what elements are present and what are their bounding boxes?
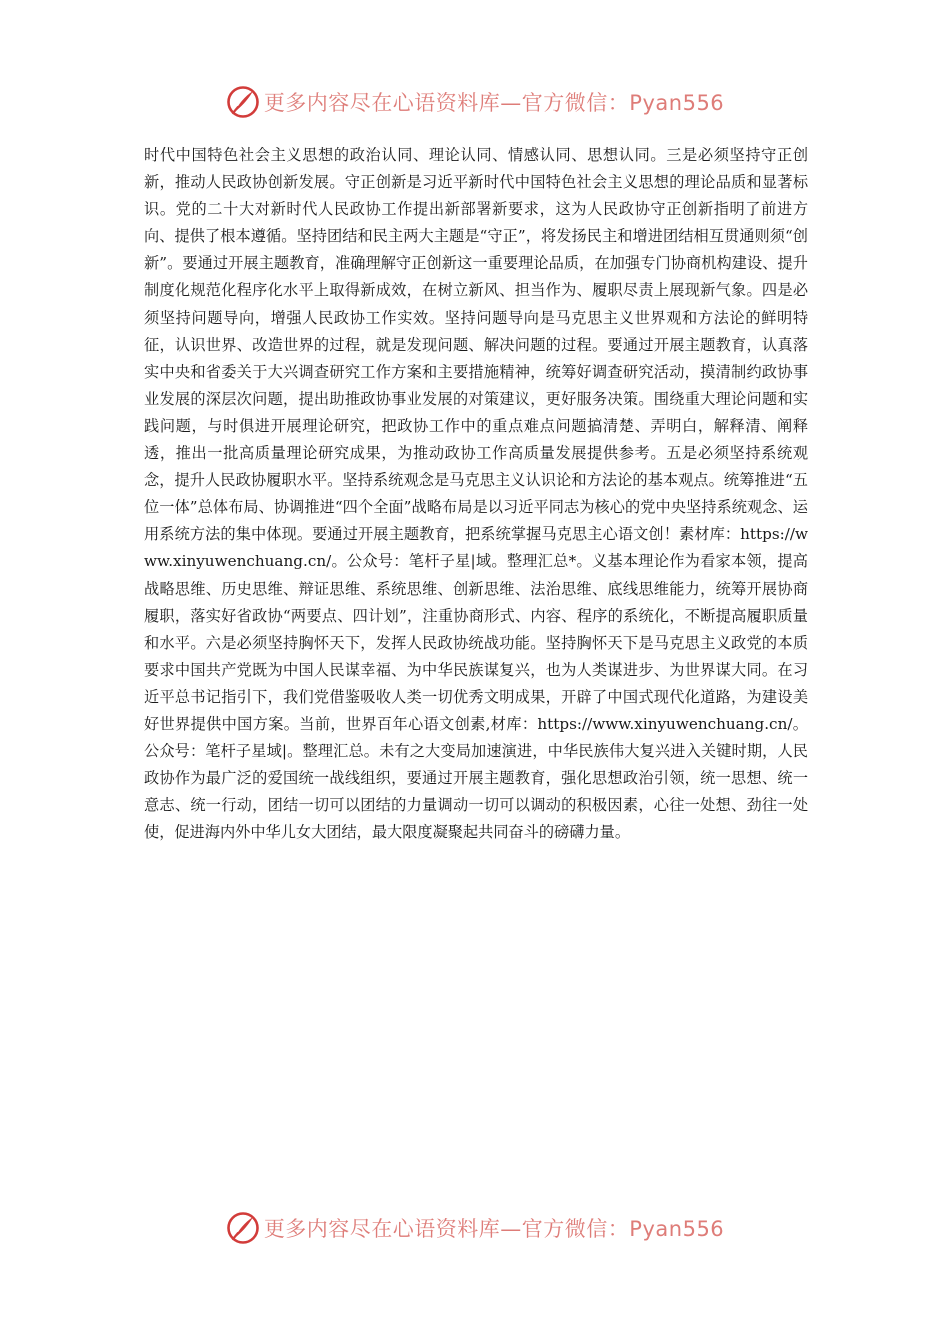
quill-pen-logo-icon bbox=[226, 85, 260, 119]
quill-pen-logo-icon bbox=[226, 1211, 260, 1245]
footer-banner bbox=[0, 1206, 950, 1250]
footer-banner-text: 更多内容尽在心语资料库—官方微信：Pyan556 bbox=[263, 1217, 725, 1241]
header-banner bbox=[0, 80, 950, 124]
header-banner-text: 更多内容尽在心语资料库—官方微信：Pyan556 bbox=[263, 91, 725, 115]
article-body: 时代中国特色社会主义思想的政治认同、理论认同、情感认同、思想认同。三是必须坚持守正创新，推动人民政协创新发展。守正创新是习近平新时代中国特色社会主义思想的理论品质和显著标识。党的二十大对新时代人民政协工作提出新部署新要求，这为人民政协守正创新指明了前进方向、提供了根本遵循。坚持团结和民主两大主题是“守正”，将发扬民主和增进团结相互贯通则须“创新”。要通过开展主题教育，准确理解守正创新这一重要理论品质，在加强专门协商机构建设、提升制度化规范化程序化水平上取得新成效，在树立新风、担当作为、履职尽责上展现新气象。四是必须坚持问题导向，增强人民政协工作实效。坚持问题导向是马克思主义世界观和方法论的鲜明特征，认识世界、改造世界的过程，就是发现问题、解决问题的过程。要通过开展主题教育，认真落实中央和省委关于大兴调查研究工作方案和主要措施精神，统筹好调查研究活动，摸清制约政协事业发展的深层次问题，提出助推政协事业发展的对策建议，更好服务决策。围绕重大理论问题和实践问题，与时俱进开展理论研究，把政协工作中的重点难点问题搞清楚、弄明白，解释清、阐释透，推出一批高质量理论研究成果，为推动政协工作高质量发展提供参考。五是必须坚持系统观念，提升人民政协履职水平。坚持系统观念是马克思主义认识论和方法论的基本观点。统筹推进“五位一体”总体布局、协调推进“四个全面”战略布局是以习近平同志为核心的党中央坚持系统观念、运用系统方法的集中体现。要通过开展主题教育，把系统掌握马克思主心语文创！素材库：https://www.xinyuwenchuang.cn/。公众号：笔杆子星|域。整理汇总*。义基本理论作为看家本领，提高战略思维、历史思维、辩证思维、系统思维、创新思维、法治思维、底线思维能力，统筹开展协商履职，落实好省政协“两要点、四计划”，注重协商形式、内容、程序的系统化，不断提高履职质量和水平。六是必须坚持胸怀天下，发挥人民政协统战功能。坚持胸怀天下是马克思主义政党的本质要求中国共产党既为中国人民谋幸福、为中华民族谋复兴，也为人类谋进步、为世界谋大同。在习近平总书记指引下，我们党借鉴吸收人类一切优秀文明成果，开辟了中国式现代化道路，为建设美好世界提供中国方案。当前，世界百年心语文创素,材库：https://www.xinyuwenchuang.cn/。公众号：笔杆子星域|。整理汇总。未有之大变局加速演进，中华民族伟大复兴进入关键时期，人民政协作为最广泛的爱国统一战线组织，要通过开展主题教育，强化思想政治引领，统一思想、统一意志、统一行动，团结一切可以团结的力量调动一切可以调动的积极因素，心往一处想、劲往一处使，促进海内外中华儿女大团结，最大限度凝聚起共同奋斗的磅礴力量。 bbox=[144, 146, 808, 842]
